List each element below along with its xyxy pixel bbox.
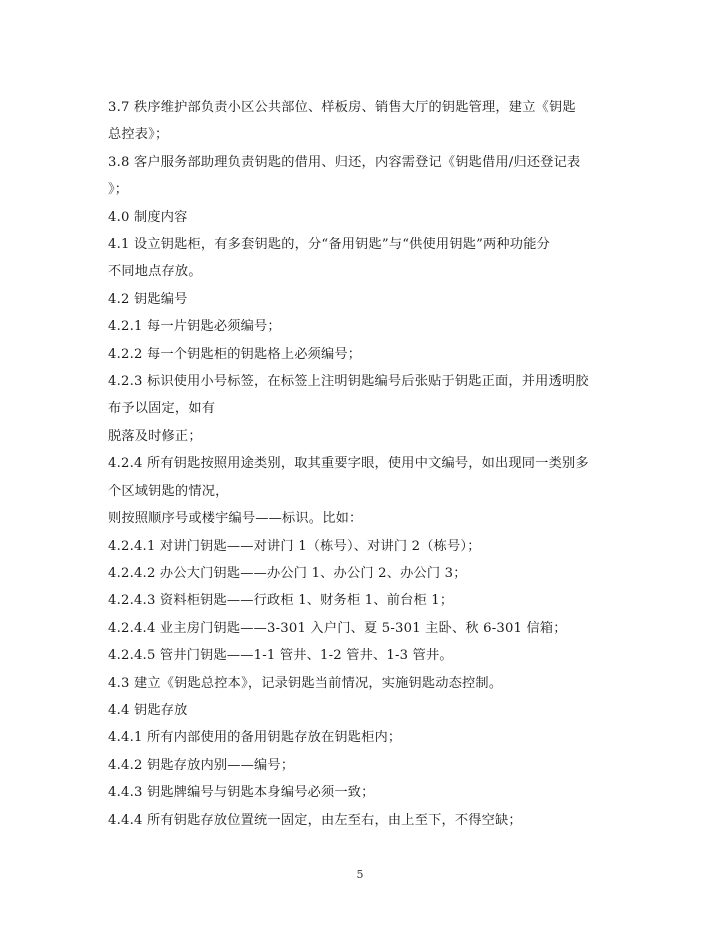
- text-line: 4.4.1 所有内部使用的备用钥匙存放在钥匙柜内；: [108, 730, 402, 746]
- text-line: 4.2.4 所有钥匙按照用途类别，取其重要字眼，使用中文编号，如出现同一类别多: [108, 456, 589, 472]
- section-heading: 4.2 钥匙编号: [108, 291, 188, 307]
- text-line: 个区域钥匙的情况，: [108, 483, 229, 499]
- text-line: 4.2.4.2 办公大门钥匙——办公门 1、办公门 2、办公门 3；: [108, 565, 467, 581]
- text-line: 》；: [108, 182, 129, 198]
- section-heading: 4.0 制度内容: [108, 209, 188, 225]
- text-line: 4.4.2 钥匙存放内别——编号；: [108, 757, 295, 773]
- text-line: 4.2.1 每一片钥匙必须编号；: [108, 319, 281, 335]
- document-body: [108, 94, 628, 834]
- text-line: 4.2.3 标识使用小号标签，在标签上注明钥匙编号后张贴于钥匙正面，并用透明胶: [108, 374, 589, 390]
- text-line: 脱落及时修正；: [108, 428, 202, 444]
- text-line: 4.2.4.4 业主房门钥匙——3-301 入户门、夏 5-301 主卧、秋 6-301 信箱；: [108, 620, 567, 636]
- text-line: 总控表》；: [108, 127, 169, 143]
- text-line: 4.4.3 钥匙牌编号与钥匙本身编号必须一致；: [108, 785, 375, 801]
- text-line: 则按照顺序号或楼宇编号——标识。比如：: [108, 511, 363, 527]
- text-line: 3.7 秩序维护部负责小区公共部位、样板房、销售大厅的钥匙管理，建立《钥匙: [108, 100, 576, 115]
- section-heading: 4.4 钥匙存放: [108, 702, 188, 718]
- text-line: 4.1 设立钥匙柜，有多套钥匙的，分“备用钥匙”与“供使用钥匙”两种功能分: [108, 237, 550, 253]
- text-line: 4.2.4.1 对讲门钥匙——对讲门 1（栋号）、对讲门 2（栋号）；: [108, 538, 481, 554]
- text-line: 4.2.2 每一个钥匙柜的钥匙格上必须编号；: [108, 346, 362, 362]
- text-line: 4.2.4.5 管井门钥匙——1-1 管井、1-2 管井、1-3 管井。: [108, 648, 453, 664]
- text-line: 4.4.4 所有钥匙存放位置统一固定，由左至右，由上至下，不得空缺；: [108, 812, 522, 828]
- page-number: 5: [356, 868, 364, 881]
- text-line: 4.2.4.3 资料柜钥匙——行政柜 1、财务柜 1、前台柜 1；: [108, 593, 454, 609]
- text-line: 不同地点存放。: [108, 264, 202, 280]
- text-line: 3.8 客户服务部助理负责钥匙的借用、归还，内容需登记《钥匙借用/归还登记表: [108, 154, 581, 170]
- text-line: 布予以固定，如有: [108, 401, 216, 417]
- text-line: 4.3 建立《钥匙总控本》，记录钥匙当前情况，实施钥匙动态控制。: [108, 675, 503, 691]
